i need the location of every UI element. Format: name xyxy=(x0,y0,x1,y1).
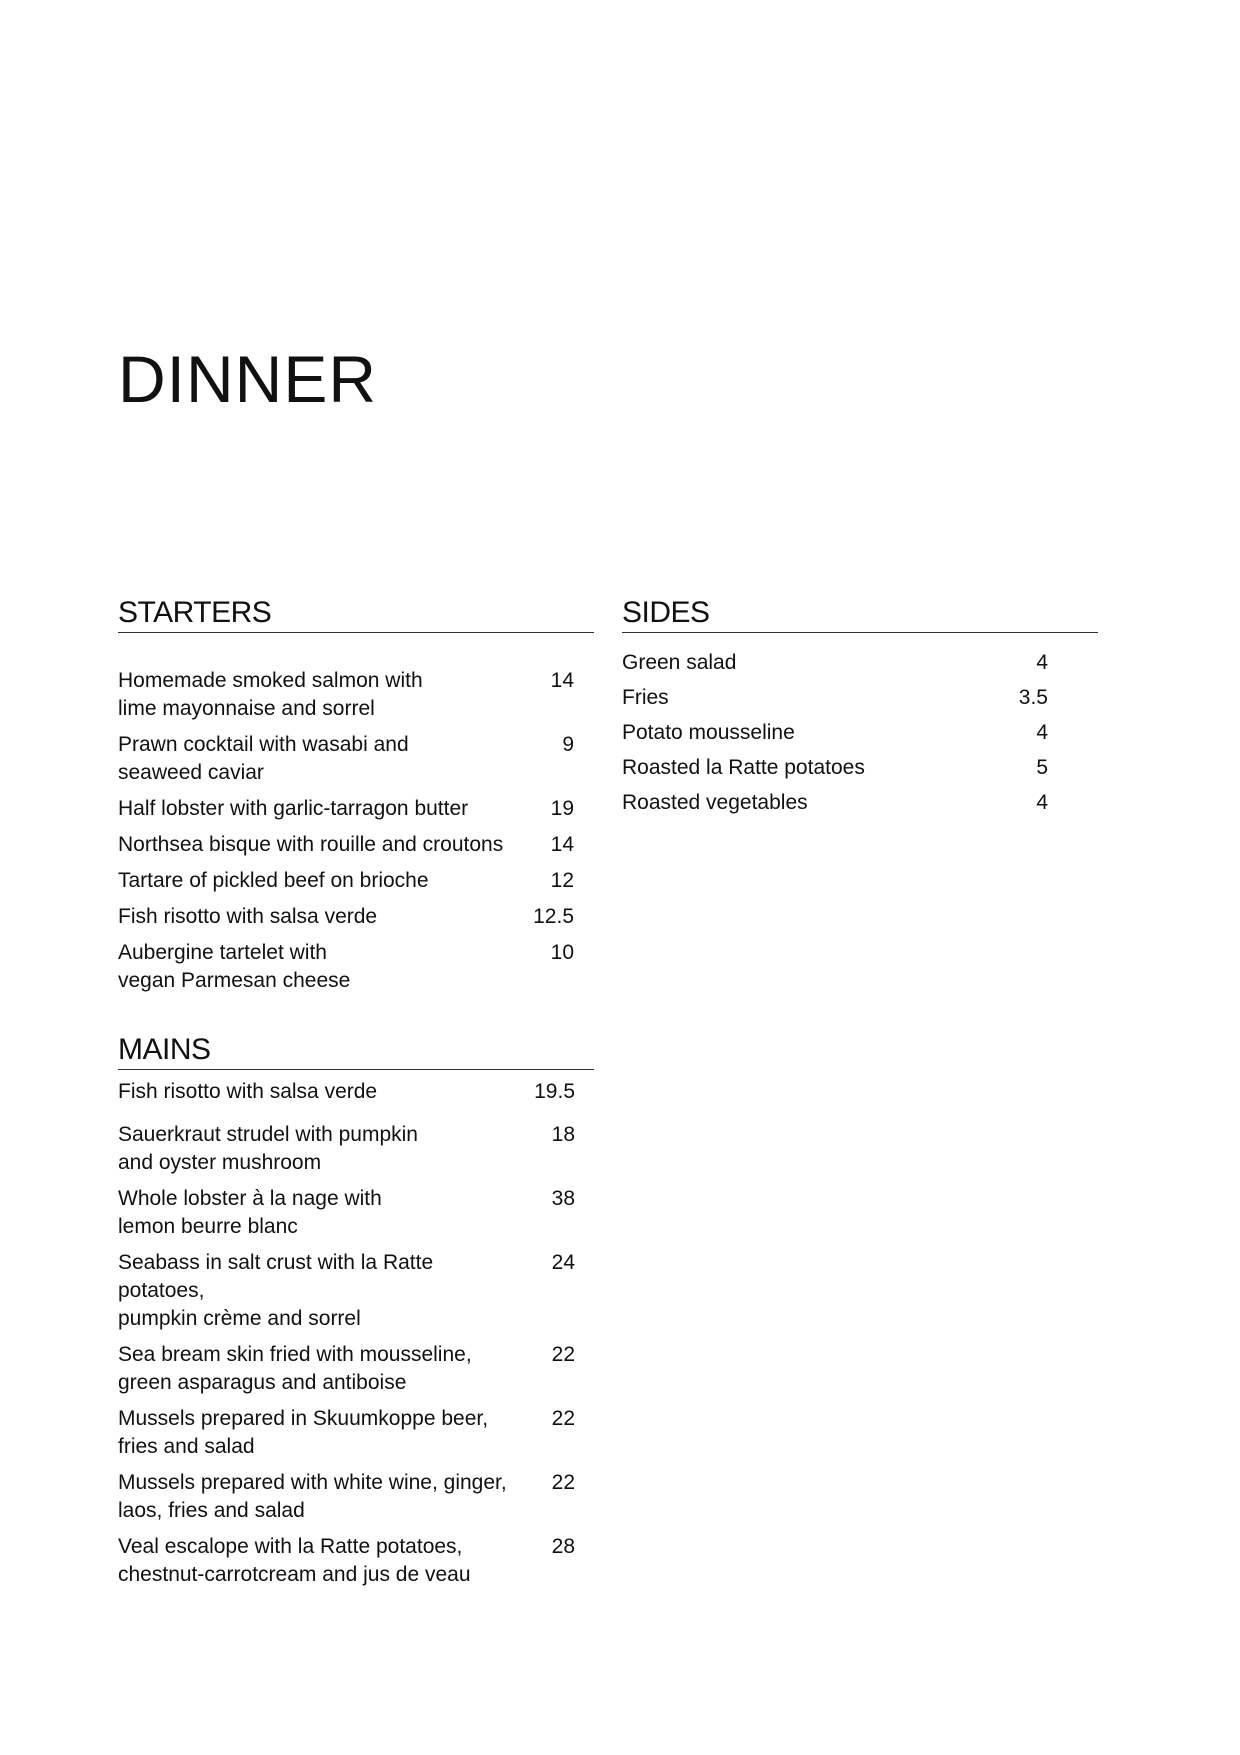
sides-heading: SIDES xyxy=(622,596,710,629)
menu-item xyxy=(622,649,1098,677)
item-name: Fries xyxy=(622,686,669,709)
item-price: 10 xyxy=(550,941,574,964)
menu-item xyxy=(118,1185,594,1241)
item-price: 24 xyxy=(551,1251,575,1274)
menu-item xyxy=(118,795,594,823)
item-name: Aubergine tartelet with vegan Parmesan cheese xyxy=(118,941,351,992)
item-name: Potato mousseline xyxy=(622,721,795,744)
item-name: Homemade smoked salmon with lime mayonnaise and sorrel xyxy=(118,669,423,720)
item-price: 12 xyxy=(550,869,574,892)
item-price: 4 xyxy=(1036,651,1048,674)
item-name: Veal escalope with la Ratte potatoes, chestnut-carrotcream and jus de veau xyxy=(118,1535,471,1586)
menu-item xyxy=(118,1405,594,1461)
starters-divider xyxy=(118,632,594,633)
item-price: 3.5 xyxy=(1018,686,1048,709)
menu-item xyxy=(118,1249,594,1333)
starters-section xyxy=(118,598,594,1003)
item-price: 5 xyxy=(1036,756,1048,779)
item-name: Mussels prepared with white wine, ginger, laos, fries and salad xyxy=(118,1471,507,1522)
menu-item xyxy=(622,684,1098,712)
menu-item xyxy=(622,719,1098,747)
menu-item xyxy=(118,667,594,723)
item-name: Fish risotto with salsa verde xyxy=(118,1080,378,1103)
menu-item xyxy=(118,1533,594,1589)
item-name: Sauerkraut strudel with pumpkin and oyster mushroom xyxy=(118,1123,418,1174)
item-name: Northsea bisque with rouille and croutons xyxy=(118,833,504,856)
item-price: 19 xyxy=(550,797,574,820)
item-name: Half lobster with garlic-tarragon butter xyxy=(118,797,469,820)
menu-item xyxy=(622,789,1098,817)
item-name: Green salad xyxy=(622,651,737,674)
page-title: DINNER xyxy=(118,342,378,416)
mains-section xyxy=(118,1035,594,1597)
sides-section xyxy=(622,598,1098,824)
mains-divider xyxy=(118,1069,594,1070)
item-name: Prawn cocktail with wasabi and seaweed caviar xyxy=(118,733,409,784)
item-name: Mussels prepared in Skuumkoppe beer, fries and salad xyxy=(118,1407,489,1458)
menu-item xyxy=(118,831,594,859)
item-price: 22 xyxy=(551,1471,575,1494)
item-name: Sea bream skin fried with mousseline, green asparagus and antiboise xyxy=(118,1343,472,1394)
menu-item xyxy=(622,754,1098,782)
item-price: 38 xyxy=(551,1187,575,1210)
item-price: 22 xyxy=(551,1407,575,1430)
item-price: 4 xyxy=(1036,721,1048,744)
item-price: 14 xyxy=(550,669,574,692)
item-price: 14 xyxy=(550,833,574,856)
starters-list xyxy=(118,667,594,995)
menu-item xyxy=(118,1078,594,1106)
mains-heading: MAINS xyxy=(118,1033,211,1066)
item-name: Fish risotto with salsa verde xyxy=(118,905,378,928)
menu-item xyxy=(118,903,594,931)
menu-item xyxy=(118,1469,594,1525)
menu-item xyxy=(118,867,594,895)
sides-divider xyxy=(622,632,1098,633)
mains-list xyxy=(118,1078,594,1589)
item-name: Seabass in salt crust with la Ratte potatoes, pumpkin crème and sorrel xyxy=(118,1251,434,1330)
menu-item xyxy=(118,731,594,787)
item-name: Tartare of pickled beef on brioche xyxy=(118,869,429,892)
item-price: 9 xyxy=(562,733,574,756)
item-price: 12.5 xyxy=(533,905,574,928)
item-price: 19.5 xyxy=(534,1080,575,1103)
item-name: Whole lobster à la nage with lemon beurre blanc xyxy=(118,1187,382,1238)
item-name: Roasted la Ratte potatoes xyxy=(622,756,865,779)
menu-item xyxy=(118,1341,594,1397)
item-price: 22 xyxy=(551,1343,575,1366)
item-price: 4 xyxy=(1036,791,1048,814)
menu-item xyxy=(118,1121,594,1177)
sides-list xyxy=(622,649,1098,817)
starters-heading: STARTERS xyxy=(118,596,272,629)
item-price: 18 xyxy=(551,1123,575,1146)
item-name: Roasted vegetables xyxy=(622,791,808,814)
item-price: 28 xyxy=(551,1535,575,1558)
menu-item xyxy=(118,939,594,995)
